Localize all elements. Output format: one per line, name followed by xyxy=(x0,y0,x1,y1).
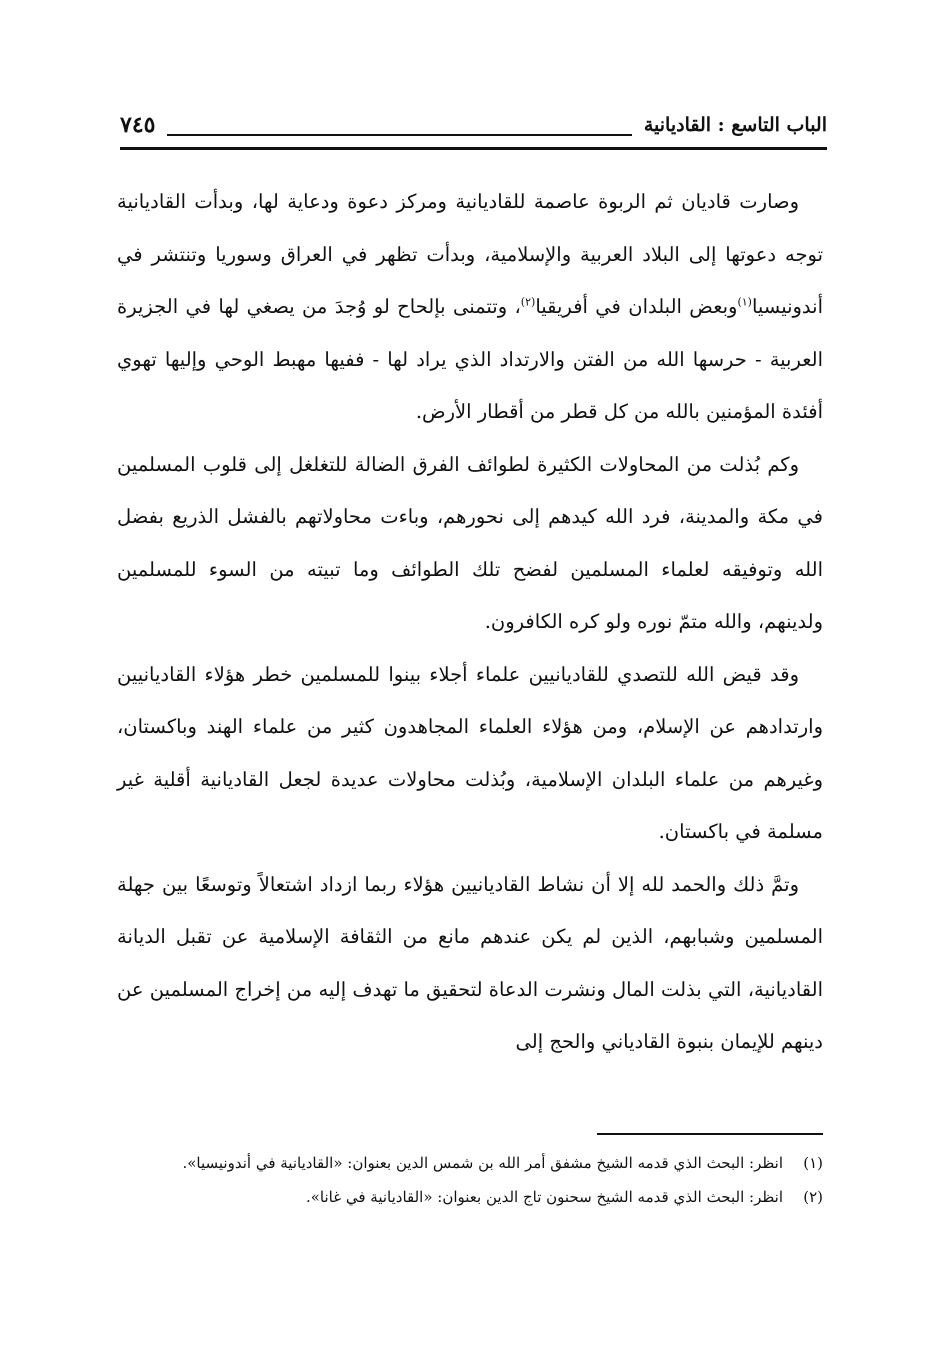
footnote-text: انظر: البحث الذي قدمه الشيخ مشفق أمر الله بن شمس الدين بعنوان: «القاديانية في أندونيسيا». xyxy=(182,1154,783,1172)
footnote-ref[interactable]: (٢) xyxy=(520,295,536,309)
paragraph: وقد قيض الله للتصدي للقاديانيين علماء أجلاء بينوا للمسلمين خطر هؤلاء القاديانيين وارتدادهم عن الإسلام، ومن هؤلاء العلماء المجاهدون كثير من علماء الهند وباكستان، وغيرهم من علماء البلدان الإسلامية، وبُذلت محاولات عديدة لجعل القاديانية أقلية غير مسلمة في باكستان. xyxy=(117,662,823,843)
running-header xyxy=(120,108,827,142)
header-rule xyxy=(120,147,827,150)
footnote-separator xyxy=(597,1133,823,1135)
paragraph: وتمَّ ذلك والحمد لله إلا أن نشاط القاديانيين هؤلاء ربما ازداد اشتعالاً وتوسعًا بين جهلة المسلمين وشبابهم، الذين لم يكن عندهم مانع من الثقافة الإسلامية عن تقبل الديانة القاديانية، التي بذلت المال ونشرت الدعاة لتحقيق ما تهدف إليه من إخراج المسلمين عن دينهم للإيمان بنبوة القادياني والحج إلى xyxy=(117,872,823,1053)
footnotes xyxy=(117,1146,823,1214)
main-text xyxy=(117,176,823,1069)
footnote-text: انظر: البحث الذي قدمه الشيخ سحنون تاج الدين بعنوان: «القاديانية في غانا». xyxy=(305,1188,783,1206)
chapter-title: الباب التاسع : القاديانية xyxy=(643,114,827,136)
paragraph-text: وصارت قاديان ثم الربوة عاصمة للقاديانية ومركز دعوة ودعاية لها، وبدأت القاديانية توجه دعوتها إلى البلاد العربية والإسلامية، وبدأت تظهر في العراق وسوريا وتنتشر في أندونيسيا xyxy=(117,190,823,318)
footnote xyxy=(117,1180,823,1214)
header-dash xyxy=(167,134,631,136)
footnote xyxy=(117,1146,823,1180)
page-number: ٧٤٥ xyxy=(120,112,156,138)
footnote-ref[interactable]: (١) xyxy=(737,295,752,309)
paragraph-text: وبعض البلدان في أفريقيا xyxy=(535,295,738,318)
footnote-number: (٢) xyxy=(803,1188,823,1206)
footnote-number: (١) xyxy=(803,1154,823,1172)
paragraph: وكم بُذلت من المحاولات الكثيرة لطوائف الفرق الضالة للتغلغل إلى قلوب المسلمين في مكة والمدينة، فرد الله كيدهم إلى نحورهم، وباءت محاولاتهم بالفشل الذريع بفضل الله وتوفيقه لعلماء المسلمين لفضح تلك الطوائف وما تبيته من السوء للمسلمين ولدينهم، والله متمّ نوره ولو كره الكافرون. xyxy=(117,452,823,633)
paragraph xyxy=(117,176,823,439)
paragraph-text: ، وتتمنى بإلحاح لو وُجدَ من يصغي لها في الجزيرة العربية - حرسها الله من الفتن والارتداد الذي يراد لها - ففيها مهبط الوحي وإليها تهوي أفئدة المؤمنين بالله من كل قطر من أقطار الأرض. xyxy=(117,295,823,423)
